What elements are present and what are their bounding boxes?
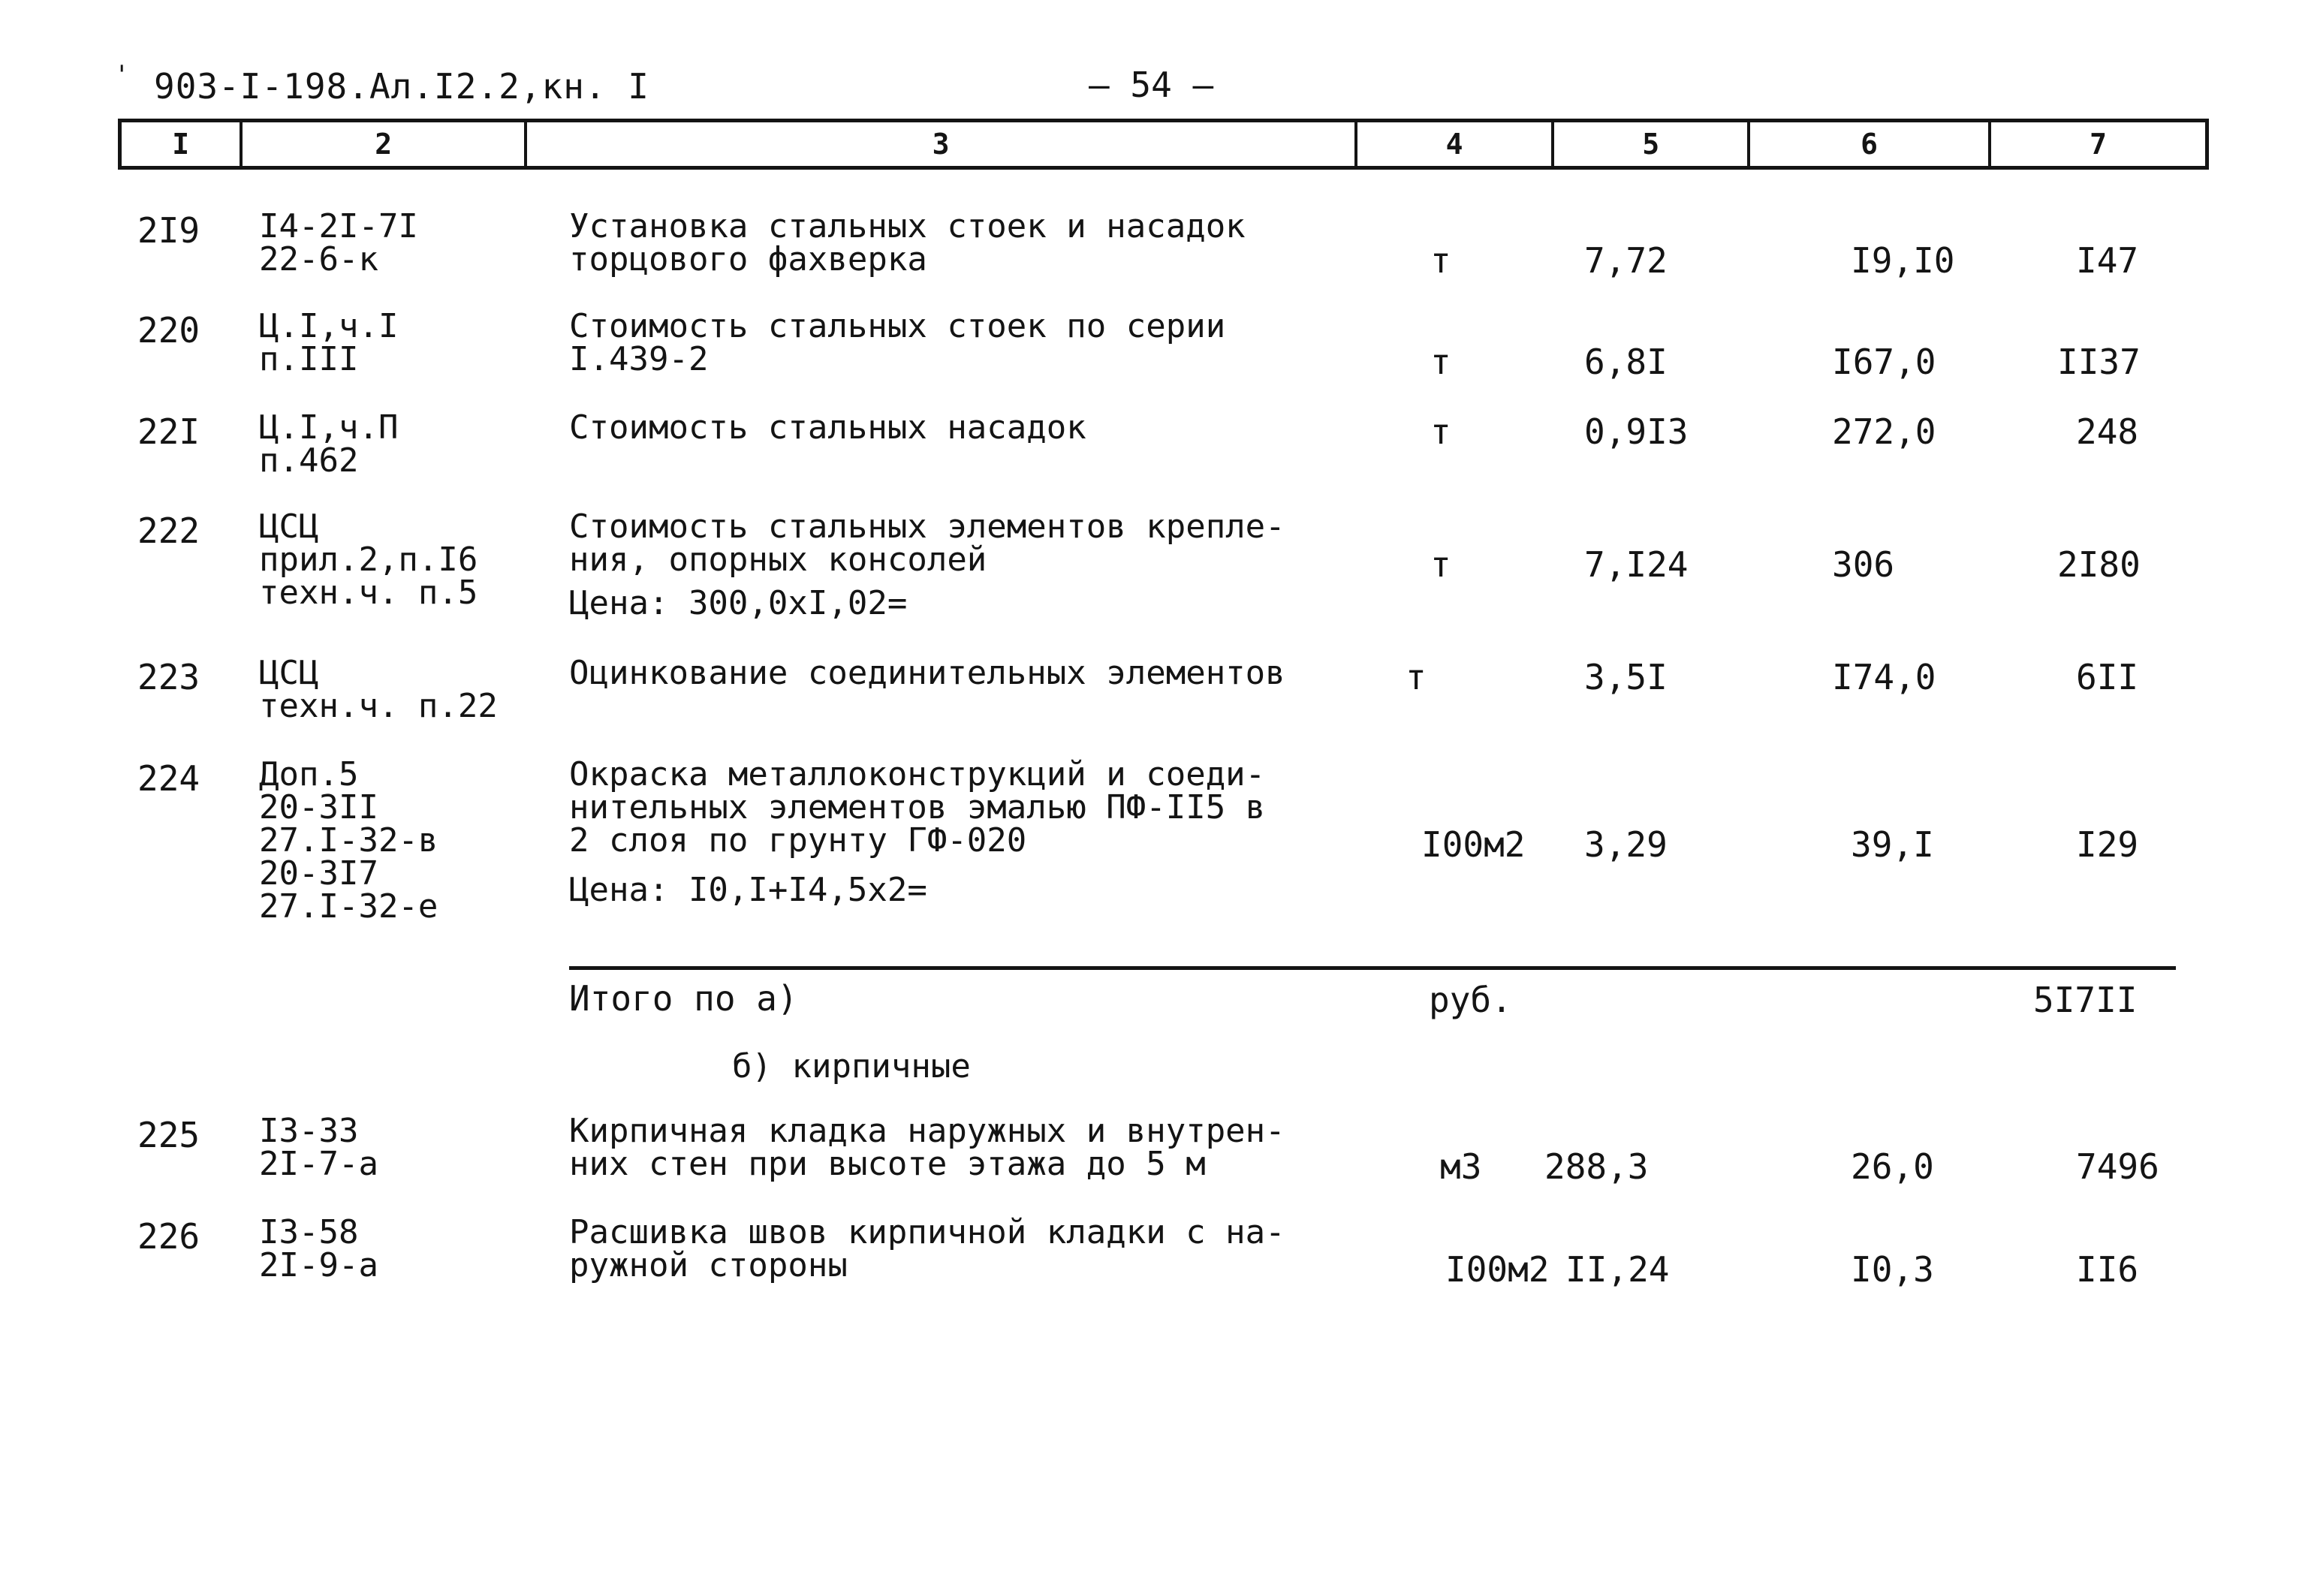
subtotal-unit: руб. bbox=[1429, 980, 1512, 1020]
column-header-5: 5 bbox=[1554, 122, 1750, 166]
norm-code: ЦСЦ техн.ч. п.22 bbox=[259, 654, 498, 725]
unit: т bbox=[1406, 657, 1427, 697]
norm-code: Ц.I,ч.П п.462 bbox=[259, 408, 399, 480]
norm-code: I4-2I-7I 22-6-к bbox=[259, 207, 418, 279]
quantity: 3,29 bbox=[1584, 824, 1668, 865]
unit: I00м2 bbox=[1421, 824, 1526, 865]
work-description: Расшивка швов кирпичной кладки с на- ружной стороны bbox=[569, 1213, 1285, 1284]
row-number: 223 bbox=[137, 657, 200, 697]
subtotal-label: Итого по а) bbox=[569, 978, 798, 1019]
work-description: Установка стальных стоек и насадок торцового фахверка bbox=[569, 207, 1246, 279]
margin-mark: ' bbox=[114, 60, 130, 90]
quantity: 7,72 bbox=[1584, 240, 1668, 281]
unit: т bbox=[1430, 240, 1451, 281]
work-description: Кирпичная кладка наружных и внутрен- них стен при высоте этажа до 5 м bbox=[569, 1112, 1285, 1183]
total-cost: II6 bbox=[2076, 1249, 2139, 1290]
column-header-7: 7 bbox=[2090, 128, 2107, 161]
total-cost: 248 bbox=[2076, 411, 2139, 452]
row-number: 224 bbox=[137, 758, 200, 799]
row-number: 222 bbox=[137, 510, 200, 551]
quantity: 6,8I bbox=[1584, 342, 1668, 382]
total-cost: 2I80 bbox=[2057, 544, 2141, 585]
work-description: Окраска металлоконструкций и соеди- нительных элементов эмалью ПФ-II5 в 2 слоя по грунту ГФ-020 Цена: I0,I+I4,5х2= bbox=[569, 758, 1335, 907]
row-number: 220 bbox=[137, 310, 200, 351]
row-number: 22I bbox=[137, 411, 200, 452]
column-header-3: 3 bbox=[527, 122, 1357, 166]
work-description: Оцинкование соединительных элементов bbox=[569, 654, 1285, 692]
work-description: Стоимость стальных элементов крепле- ния, опорных консолей Цена: 300,0хI,02= bbox=[569, 510, 1335, 620]
unit-price: I9,I0 bbox=[1851, 240, 1955, 281]
row-number: 226 bbox=[137, 1216, 200, 1257]
document-code: 903-I-198.Ал.I2.2,кн. I bbox=[154, 66, 649, 107]
column-header-2: 2 bbox=[243, 122, 527, 166]
norm-code: Доп.5 20-3II 27.I-32-в 20-3I7 27.I-32-е bbox=[259, 755, 438, 926]
page-number: — 54 — bbox=[1089, 65, 1214, 105]
unit: т bbox=[1430, 544, 1451, 585]
section-title: б) кирпичные bbox=[732, 1047, 971, 1086]
subtotal-divider bbox=[569, 966, 2176, 970]
quantity: 288,3 bbox=[1544, 1146, 1649, 1187]
price-formula: Цена: 300,0хI,02= bbox=[569, 584, 908, 622]
price-formula: Цена: I0,I+I4,5х2= bbox=[569, 871, 927, 909]
subtotal-value: 5I7II bbox=[2033, 980, 2138, 1020]
unit-price: 272,0 bbox=[1832, 411, 1936, 452]
unit-price: I67,0 bbox=[1832, 342, 1936, 382]
column-header-1: I bbox=[122, 122, 243, 166]
unit-price: 39,I bbox=[1851, 824, 1934, 865]
total-cost: 6II bbox=[2076, 657, 2139, 697]
norm-code: I3-58 2I-9-а bbox=[259, 1213, 378, 1284]
unit-price: 26,0 bbox=[1851, 1146, 1934, 1187]
total-cost: 7496 bbox=[2076, 1146, 2159, 1187]
unit: т bbox=[1430, 342, 1451, 382]
quantity: 7,I24 bbox=[1584, 544, 1689, 585]
norm-code: ЦСЦ прил.2,п.I6 техн.ч. п.5 bbox=[259, 507, 478, 612]
total-cost: II37 bbox=[2057, 342, 2141, 382]
unit-price: 306 bbox=[1832, 544, 1895, 585]
column-header-4: 4 bbox=[1357, 122, 1554, 166]
row-number: 2I9 bbox=[137, 210, 200, 251]
quantity: II,24 bbox=[1565, 1249, 1670, 1290]
norm-code: Ц.I,ч.I п.III bbox=[259, 307, 399, 378]
quantity: 0,9I3 bbox=[1584, 411, 1689, 452]
unit: м3 bbox=[1440, 1146, 1482, 1187]
work-description: Стоимость стальных насадок bbox=[569, 408, 1086, 447]
column-header-row bbox=[118, 119, 2209, 170]
total-cost: I29 bbox=[2076, 824, 2139, 865]
column-header-6: 6 bbox=[1750, 122, 1991, 166]
total-cost: I47 bbox=[2076, 240, 2139, 281]
unit-price: I0,3 bbox=[1851, 1249, 1934, 1290]
unit-price: I74,0 bbox=[1832, 657, 1936, 697]
unit: I00м2 bbox=[1445, 1249, 1550, 1290]
quantity: 3,5I bbox=[1584, 657, 1668, 697]
unit: т bbox=[1430, 411, 1451, 452]
work-description: Стоимость стальных стоек по серии I.439-2 bbox=[569, 307, 1226, 378]
norm-code: I3-33 2I-7-а bbox=[259, 1112, 378, 1183]
row-number: 225 bbox=[137, 1115, 200, 1155]
